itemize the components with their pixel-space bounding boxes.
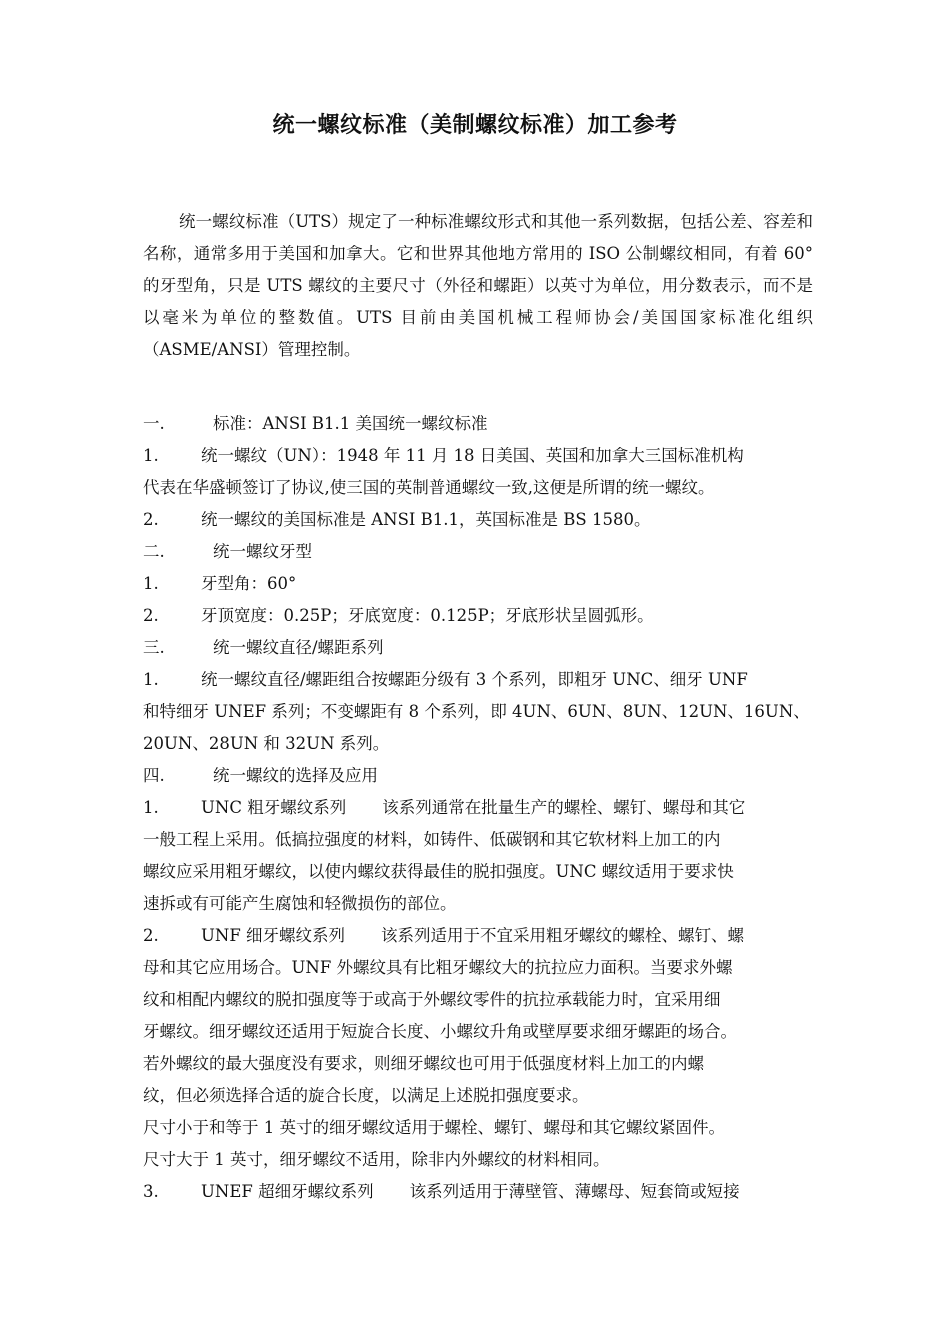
- intro-paragraph: [143, 206, 813, 366]
- item-number: 1.: [143, 798, 159, 817]
- item-label: UNEF 超细牙螺纹系列: [201, 1182, 374, 1201]
- item-continuation: 纹，但必须选择合适的旋合长度，以满足上述脱扣强度要求。: [143, 1086, 589, 1105]
- list-item: [143, 792, 813, 824]
- item-continuation: 代表在华盛顿签订了协议,使三国的英制普通螺纹一致,这便是所谓的统一螺纹。: [143, 478, 715, 497]
- intro-line: 差、容差和名称，通常多用于美国和加拿大。它和世界其他地方常用的 ISO 公制: [143, 212, 813, 263]
- item-text: 牙顶宽度：0.25P；牙底宽度：0.125P；牙底形状呈圆弧形。: [201, 606, 654, 625]
- item-text: 统一螺纹的美国标准是 ANSI B1.1，英国标准是 BS 1580。: [201, 510, 651, 529]
- item-text: 该系列适用于不宜采用粗牙螺纹的螺栓、螺钉、螺: [381, 926, 745, 945]
- section-number: 二.: [143, 542, 165, 561]
- item-continuation: 纹和相配内螺纹的脱扣强度等于或高于外螺纹零件的抗拉承载能力时，宜采用细: [143, 990, 721, 1009]
- section-number: 一.: [143, 414, 165, 433]
- section-heading-text: 统一螺纹牙型: [213, 542, 312, 561]
- intro-line: 寸为单位，用分数表示，而不是以毫米为单位的整数值。UTS 目前由美国机械工: [143, 276, 813, 327]
- list-item: [143, 568, 813, 600]
- item-continuation: 螺纹应采用粗牙螺纹，以使内螺纹获得最佳的脱扣强度。UNC 螺纹适用于要求快: [143, 862, 734, 881]
- item-continuation: 牙螺纹。细牙螺纹还适用于短旋合长度、小螺纹升角或壁厚要求细牙螺距的场合。: [143, 1022, 737, 1041]
- list-item: [143, 600, 813, 632]
- list-item: [143, 504, 813, 536]
- item-number: 1.: [143, 446, 159, 465]
- item-number: 2.: [143, 606, 159, 625]
- item-text: 该系列适用于薄壁管、薄螺母、短套筒或短接: [409, 1182, 740, 1201]
- section-heading-text: 统一螺纹直径/螺距系列: [213, 638, 384, 657]
- section-heading-text: 统一螺纹的选择及应用: [213, 766, 378, 785]
- sections-container: [143, 408, 813, 1208]
- item-label: UNC 粗牙螺纹系列: [201, 798, 347, 817]
- list-item: [143, 664, 813, 696]
- item-continuation: 一般工程上采用。低搞拉强度的材料，如铸件、低碳钢和其它软材料上加工的内: [143, 830, 721, 849]
- item-text: 牙型角：60°: [201, 574, 297, 593]
- item-text: 该系列通常在批量生产的螺栓、螺钉、螺母和其它: [382, 798, 746, 817]
- note-line: 尺寸大于 1 英寸，细牙螺纹不适用，除非内外螺纹的材料相同。: [143, 1150, 610, 1169]
- section-heading: [143, 408, 813, 440]
- item-number: 2.: [143, 510, 159, 529]
- item-continuation: 速拆或有可能产生腐蚀和轻微损伤的部位。: [143, 894, 457, 913]
- item-number: 1.: [143, 574, 159, 593]
- item-number: 2.: [143, 926, 159, 945]
- item-continuation: 20UN、28UN 和 32UN 系列。: [143, 734, 390, 753]
- intro-line: 螺纹相同，有着 60° 的牙型角，只是 UTS 螺纹的主要尺寸（外径和螺距）以英: [143, 244, 813, 295]
- list-item: [143, 920, 813, 952]
- section-number: 三.: [143, 638, 165, 657]
- item-continuation: 若外螺纹的最大强度没有要求，则细牙螺纹也可用于低强度材料上加工的内螺: [143, 1054, 704, 1073]
- section-heading-text: 标准：ANSI B1.1 美国统一螺纹标准: [213, 414, 488, 433]
- item-number: 3.: [143, 1182, 159, 1201]
- intro-line: 统一螺纹标准（UTS）规定了一种标准螺纹形式和其他一系列数据，包括公: [179, 212, 731, 231]
- item-text: 统一螺纹直径/螺距组合按螺距分级有 3 个系列，即粗牙 UNC、细牙 UNF: [201, 670, 748, 689]
- item-number: 1.: [143, 670, 159, 689]
- document-title: 统一螺纹标准（美制螺纹标准）加工参考: [272, 113, 678, 138]
- note-line: 尺寸小于和等于 1 英寸的细牙螺纹适用于螺栓、螺钉、螺母和其它螺纹紧固件。: [143, 1118, 725, 1137]
- item-continuation: 和特细牙 UNEF 系列；不变螺距有 8 个系列，即 4UN、6UN、8UN、12UN、16UN、: [143, 702, 810, 721]
- section-heading: [143, 632, 813, 664]
- item-continuation: 母和其它应用场合。UNF 外螺纹具有比粗牙螺纹大的抗拉应力面积。当要求外螺: [143, 958, 733, 977]
- item-label: UNF 细牙螺纹系列: [201, 926, 346, 945]
- list-item: [143, 1176, 813, 1208]
- intro-line: 程师协会/美国国家标准化组织（ASME/ANSI）管理控制。: [143, 308, 814, 359]
- item-text: 统一螺纹（UN）：1948 年 11 月 18 日美国、英国和加拿大三国标准机构: [201, 446, 744, 465]
- section-heading: [143, 536, 813, 568]
- section-heading: [143, 760, 813, 792]
- list-item: [143, 440, 813, 472]
- section-number: 四.: [143, 766, 165, 785]
